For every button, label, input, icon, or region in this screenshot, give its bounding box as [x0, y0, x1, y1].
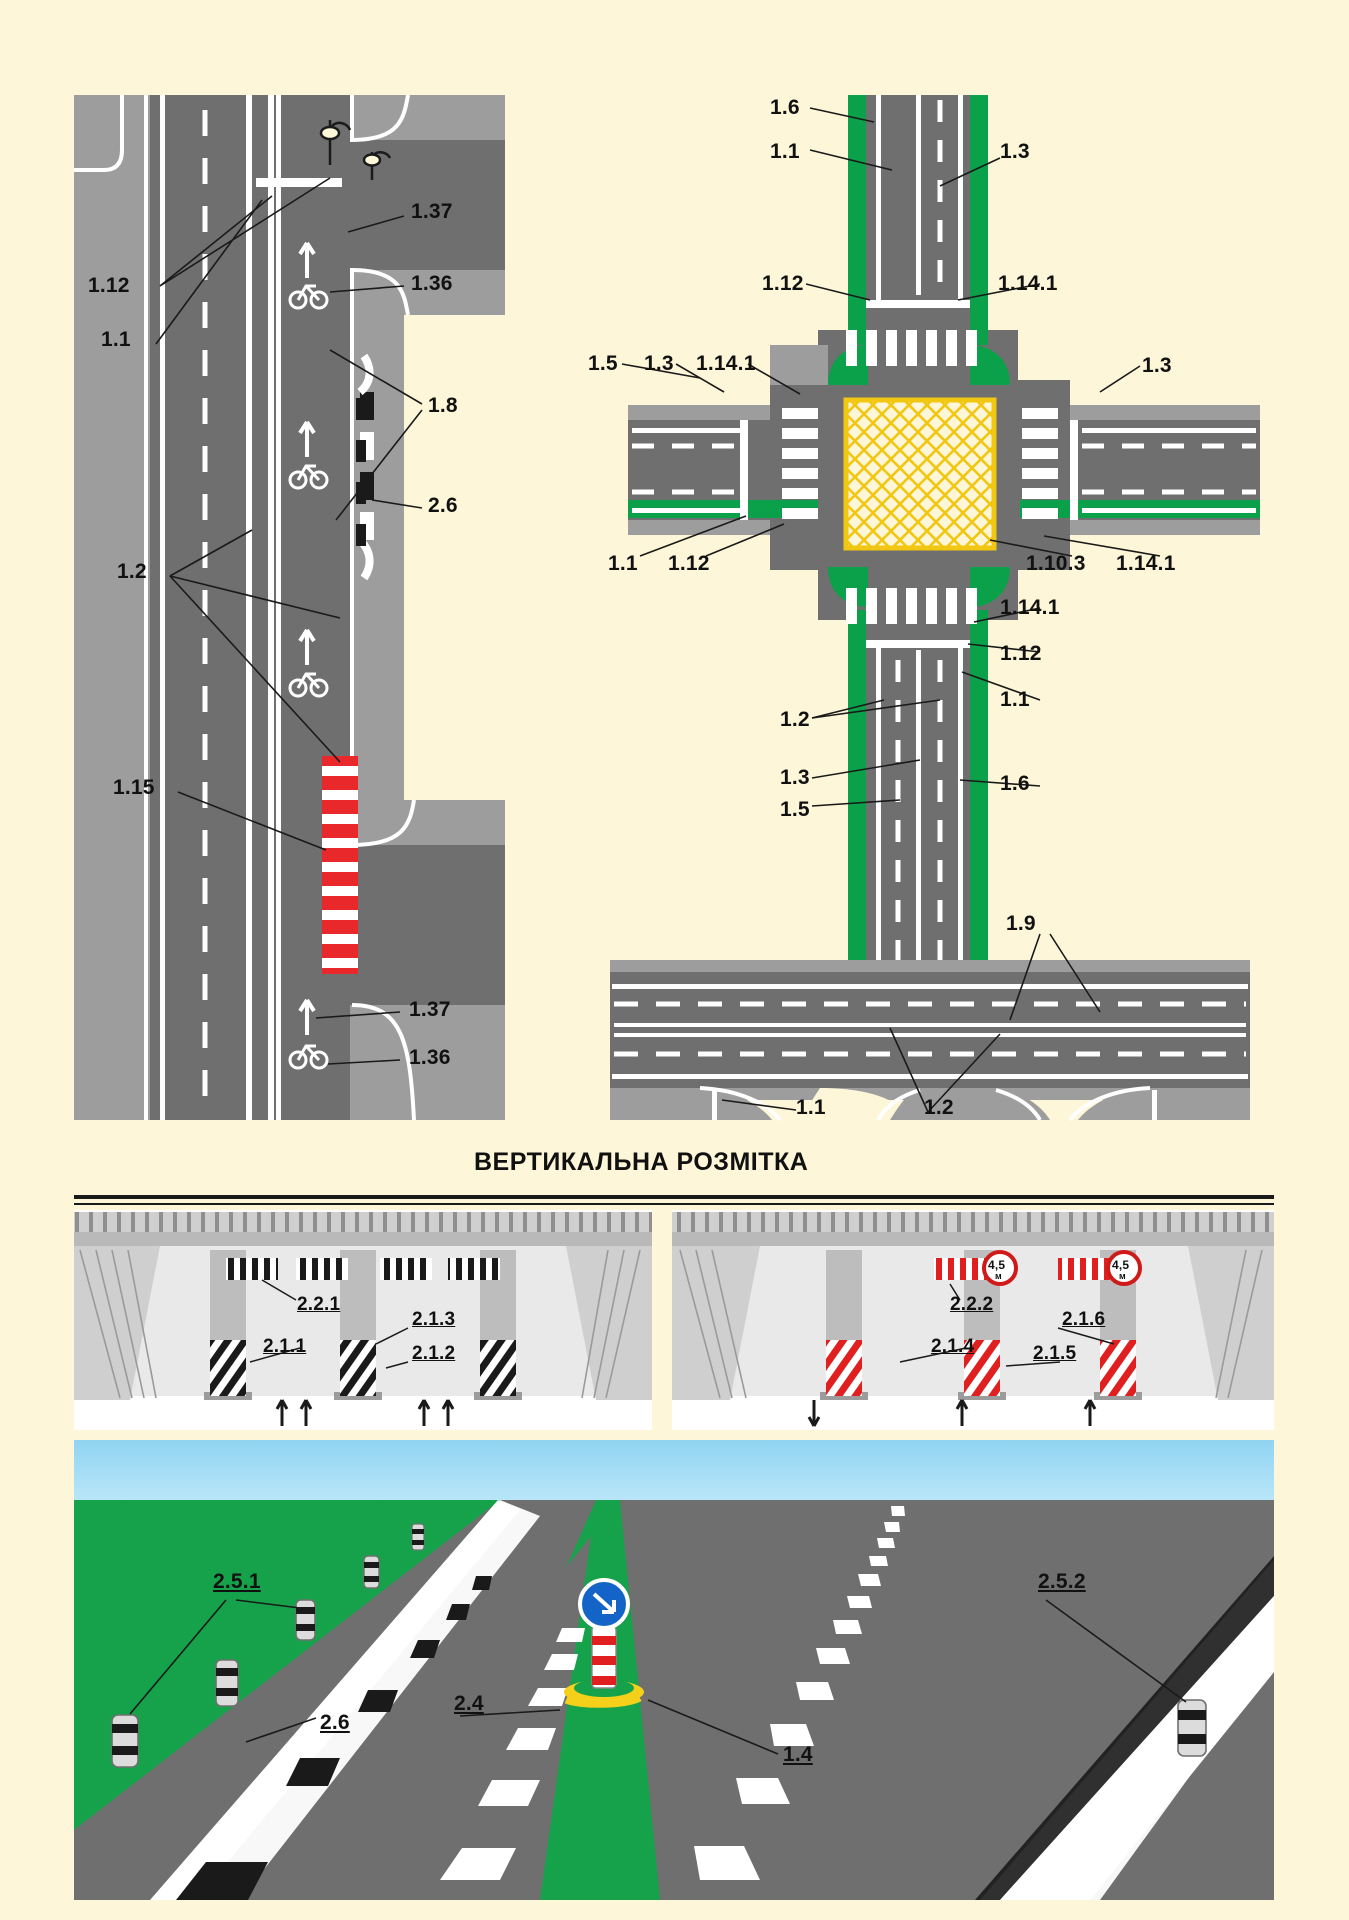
label-2-1-6: 2.1.6 — [1062, 1309, 1106, 1330]
label-2-1-2: 2.1.2 — [412, 1343, 456, 1364]
label-1-4: 1.4 — [783, 1743, 813, 1766]
label-1-8: 1.8 — [428, 394, 458, 417]
label-2-5-1: 2.5.1 — [213, 1570, 261, 1593]
label-1-12-tee: 1.12 — [88, 274, 130, 297]
marking-2-1-6 — [1100, 1340, 1136, 1396]
label-2-4: 2.4 — [454, 1692, 484, 1715]
label-1-14-1-e: 1.14.1 — [1116, 552, 1176, 575]
panel-vertical-left — [74, 1210, 652, 1430]
label-2-1-3: 2.1.3 — [412, 1309, 456, 1330]
label-1-3-e: 1.3 — [1142, 354, 1172, 377]
label-1-1-tee: 1.1 — [101, 328, 131, 351]
label-1-1-bridge: 1.1 — [796, 1096, 826, 1119]
marking-2-2-1 — [226, 1258, 278, 1280]
label-1-15: 1.15 — [113, 776, 155, 799]
label-1-3-s: 1.3 — [780, 766, 810, 789]
marking-1-15 — [322, 756, 358, 974]
label-1-10-3: 1.10.3 — [1026, 552, 1086, 575]
label-2-1-4: 2.1.4 — [931, 1336, 975, 1357]
section-title: ВЕРТИКАЛЬНА РОЗМІТКА — [474, 1148, 809, 1176]
label-1-36-top: 1.36 — [411, 272, 453, 295]
label-2-6-perspective: 2.6 — [320, 1711, 350, 1734]
label-1-37-top: 1.37 — [411, 200, 453, 223]
scene-perspective-road — [74, 1440, 1274, 1900]
label-2-2-1: 2.2.1 — [297, 1294, 341, 1315]
green-bike-lane — [848, 95, 866, 345]
delineator-post-right — [1178, 1700, 1206, 1756]
panel-vertical-right — [672, 1210, 1274, 1430]
label-1-5-w: 1.5 — [588, 352, 618, 375]
label-1-14-1-w: 1.14.1 — [696, 352, 756, 375]
label-2-1-1: 2.1.1 — [263, 1336, 307, 1357]
label-1-3-w: 1.3 — [644, 352, 674, 375]
marking-2-1-1 — [210, 1340, 246, 1396]
label-1-6-n: 1.6 — [770, 96, 800, 119]
label-1-1-w: 1.1 — [608, 552, 638, 575]
label-1-1-s: 1.1 — [1000, 688, 1030, 711]
label-1-5-s: 1.5 — [780, 798, 810, 821]
marking-2-1-3 — [480, 1340, 516, 1396]
marking-2-1-2 — [340, 1340, 376, 1396]
height-limit-value-1: 4,5 — [988, 1258, 1006, 1272]
diagram-bridge-plan — [610, 934, 1250, 1120]
label-2-2-2: 2.2.2 — [950, 1294, 994, 1315]
label-1-37-bottom: 1.37 — [409, 998, 451, 1021]
marking-1-12-n — [866, 300, 970, 308]
label-1-36-bottom: 1.36 — [409, 1046, 451, 1069]
label-1-2-s: 1.2 — [780, 708, 810, 731]
height-limit-unit-1: м — [995, 1271, 1002, 1281]
marking-2-1-4 — [826, 1340, 862, 1396]
label-2-5-2: 2.5.2 — [1038, 1570, 1086, 1593]
label-1-2-tee: 1.2 — [117, 560, 147, 583]
label-1-6-s: 1.6 — [1000, 772, 1030, 795]
label-1-12-n: 1.12 — [762, 272, 804, 295]
label-1-12-w: 1.12 — [668, 552, 710, 575]
label-1-3-n: 1.3 — [1000, 140, 1030, 163]
marking-1-10-3 — [846, 400, 994, 548]
marking-1-2-left — [160, 95, 165, 1120]
label-1-1-n: 1.1 — [770, 140, 800, 163]
marking-1-1 — [246, 95, 252, 1120]
label-1-14-1-n: 1.14.1 — [998, 272, 1058, 295]
height-limit-unit-2: м — [1119, 1271, 1126, 1281]
label-1-12-s: 1.12 — [1000, 642, 1042, 665]
label-2-6-tee: 2.6 — [428, 494, 458, 517]
label-1-9: 1.9 — [1006, 912, 1036, 935]
label-1-2-bridge: 1.2 — [924, 1096, 954, 1119]
height-limit-value-2: 4,5 — [1112, 1258, 1130, 1272]
label-1-14-1-s: 1.14.1 — [1000, 596, 1060, 619]
label-2-1-5: 2.1.5 — [1033, 1343, 1077, 1364]
